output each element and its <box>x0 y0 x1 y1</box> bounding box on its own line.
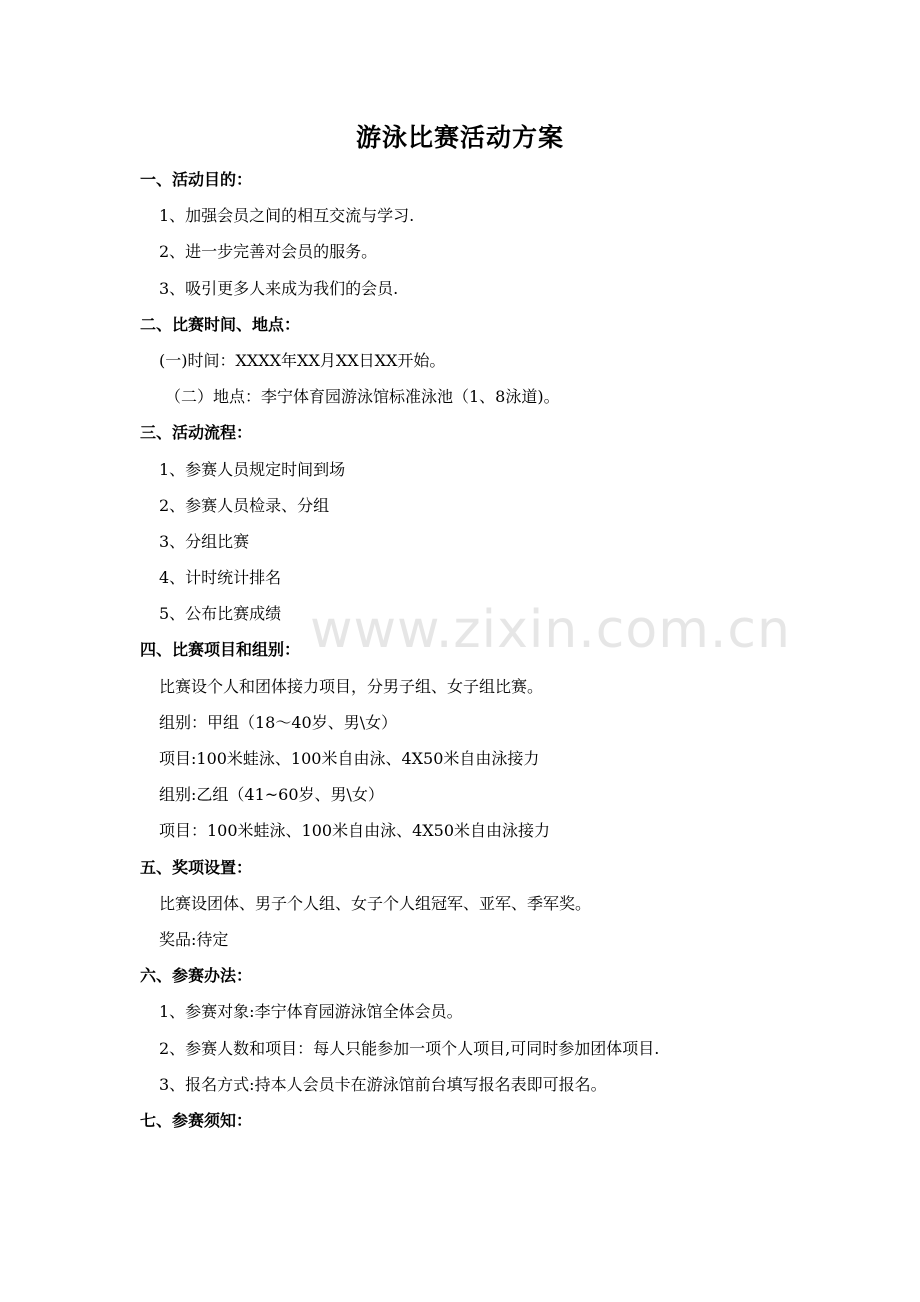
list-item: 2、参赛人员检录、分组 <box>159 495 330 515</box>
list-item: 项目：100米蛙泳、100米自由泳、4X50米自由泳接力 <box>159 821 551 841</box>
list-item: 项目:100米蛙泳、100米自由泳、4X50米自由泳接力 <box>159 749 540 768</box>
list-item: 4、计时统计排名 <box>159 568 282 588</box>
list-item: 2、参赛人数和项目：每人只能参加一项个人项目,可同时参加团体项目. <box>159 1038 660 1058</box>
section-heading-process: 三、活动流程： <box>140 423 253 443</box>
section-heading-notice: 七、参赛须知： <box>140 1110 253 1130</box>
watermark: www.zixin.com.cn <box>310 600 791 660</box>
section-heading-events-groups: 四、比赛项目和组别： <box>140 640 301 660</box>
list-item: 2、进一步完善对会员的服务。 <box>159 242 378 262</box>
section-heading-purpose: 一、活动目的： <box>140 170 253 189</box>
section-heading-registration: 六、参赛办法： <box>140 966 253 986</box>
list-item: (一)时间：XXXX年XX月XX日XX开始。 <box>159 350 446 370</box>
document-body <box>140 162 820 1139</box>
list-item: 1、参赛人员规定时间到场 <box>159 459 346 479</box>
list-item: 1、参赛对象:李宁体育园游泳馆全体会员。 <box>159 1002 463 1022</box>
section-heading-awards: 五、奖项设置： <box>140 857 253 877</box>
list-item: 3、分组比赛 <box>159 531 250 551</box>
list-item: 组别：甲组（18～40岁、男\女） <box>159 712 398 732</box>
document-title: 游泳比赛活动方案 <box>355 123 564 152</box>
list-item: 比赛设团体、男子个人组、女子个人组冠军、亚军、季军奖。 <box>159 893 592 913</box>
list-item: 奖品:待定 <box>159 929 229 949</box>
list-item: 比赛设个人和团体接力项目，分男子组、女子组比赛。 <box>159 676 544 696</box>
list-item: 3、吸引更多人来成为我们的会员. <box>159 278 399 298</box>
list-item: 1、加强会员之间的相互交流与学习. <box>159 206 415 226</box>
list-item: 5、公布比赛成绩 <box>159 604 282 624</box>
list-item: 组别:乙组（41~60岁、男\女） <box>159 785 384 805</box>
list-item: （二）地点：李宁体育园游泳馆标准泳池（1、8泳道)。 <box>165 387 560 407</box>
section-heading-time-place: 二、比赛时间、地点： <box>140 314 301 334</box>
list-item: 3、报名方式:持本人会员卡在游泳馆前台填写报名表即可报名。 <box>159 1074 607 1094</box>
